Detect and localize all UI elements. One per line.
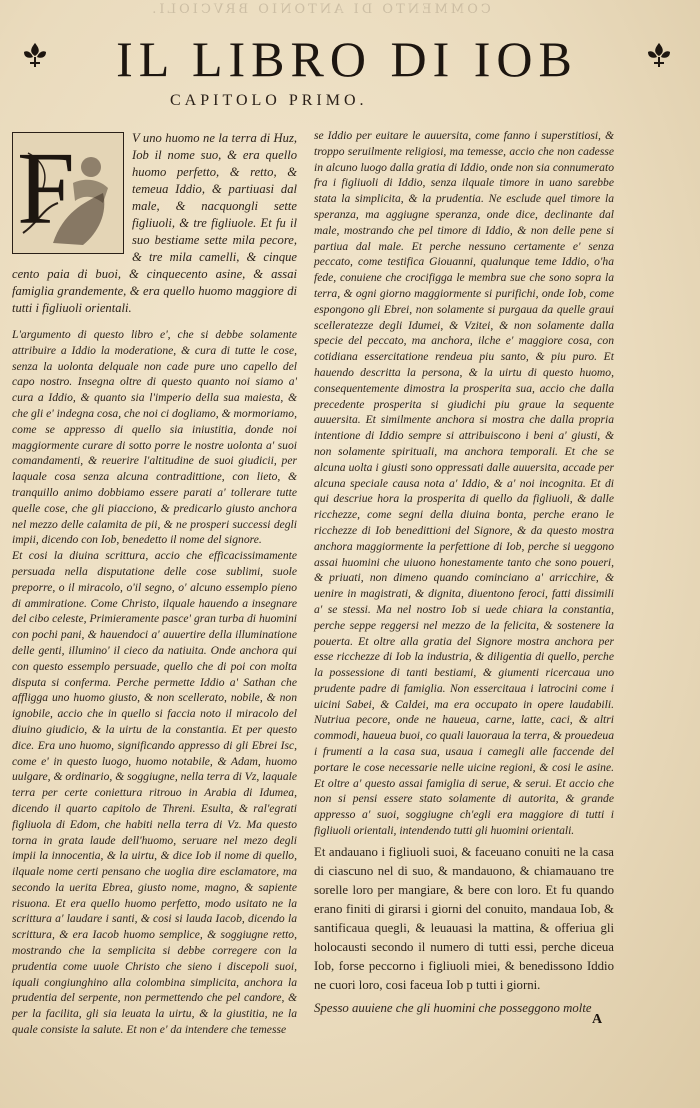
scripture-text: Et andauano i figliuoli suoi, & faceuano conuiti ne la casa di ciascuno nel di suo, & mandauono, & chiamauano tre sorelle loro per mangiare, & bere con loro. Et fu quando erano finiti di girarsi i giorni del conuito, mandaua Iob, & santificaua quegli, & leuauasi la mattina, & offeriua gli holocausti secondo il numero di tutti essi, perche diceua Iob, forse peccorno i figliuoli miei, & benedissono Iddio ne cuori loro, cosi faceua Iob p tutti i giorni. [314,844,614,992]
commentary-paragraph: se Iddio per euitare le auuersita, come fanno i superstitiosi, & troppo seruilmente religiosi, ma temesse, accio che non cadesse in alcuno luogo dalla gratia di Iddio, onde non sia connumerato fra i figliuoli di Iddio, senza ilquale timore in uano sarebbe stata la simplicita, & la prudentia. Ne esclude quel timore la speranza, ma aggiugne speranza, onde dice, declinante dal male, mostrando che pel timore di Iddio, & non delle pene si partiua dal male. Et perche nessuno certamente e' senza peccato, come testifica Giouanni, qualunque teme Iddio, o'ha fede, conuiene che crocifigga le membra sue che sono sopra la terra, & ogni giorno maggiormente si purifichi, onde Iob, come espongono gli Ebrei, non solamente si purgaua da quelle graui scelleratezze degli Idumei, & Vzitei, & non solamente dalla specie del peccato, ma anchora, ilche e' maggiore cosa, con cotidiana essercitatione rendeua piu santo, & piu puro. Et hauendo descritta la persona, & la uirtu di questo huomo, consequentemente dimostra la prosperita sua, accio che dalla precedente prosperita si giudichi piu graue la sequente auuersita. Et similmente anchora si mostra che dalla propria intentione di Iddio sempre si attribuiscono i beni a' giusti, & non solamente spirituali, ma anchora temporali. Et che se alcuna uolta i giusti sono oppressati dalle auuersita, accade per alcuna speciale causa nota a' Iddio, & a' noi incognita. Et di qui descriue hora la prosperita di quello da figliuoli, & dalle ricchezze, come segni della diuina bonta, perche erano le ricchezze di Iob benedittioni del Signore, & da questo mostra anchora maggiormente la perfettione di Iob, perche si ueggono assai huomini che uiuono honestamente tanto che sono poueri, & priuati, non dimeno quando cominciano a' arricchire, & uenire in magistrati, & dignita, diuentono feroci, fatti dissimili a' se stessi. Ma nel nostro Iob si uede chiara la constantia, perche seppe reggersi nel mezzo de la felicita, & sostenere la pouerta. Et oltre alla gratia del Signore mostra anchora per esse ricchezze di Iob la industria, & diligentia di quello, perche la possessione di tanti bestiami, & giumenti ricercaua uno prudente padre di famiglia. Non essercitaua i latrocini come i uicini Sabei, & Caldei, ma era occupato in opere laudabili. Nutriua pecore, onde ne haueua, carne, latte, caci, & altri commodi, haueua buoi, co quali lauoraua la terra, & prouedeua i frumenti a la casa sua, usaua i camegli alle faccende del portare le cose necessarie nelle uicine regioni, & cosi le asine. Et oltre a' questo assai famiglia di serue, & serui. Et accio che non si pensi essere stato solamente di autorita, & grande appresso a' suoi, soggiugne ch'egli era maggiore di tutti i figliuoli orientali, intendendo tutti gli huomini orientali. [314,129,614,838]
right-column [314,128,614,1018]
decorated-initial [12,132,124,254]
commentary-paragraph: L'argumento di questo libro e', che si debbe solamente attribuire a Iddio la moderatione, & cura di tutte le cose, senza la uolonta delquale non cade pure uno capello del capo nostro. Insegna oltre di questo quanto noi siamo a' cura a Iddio, & quanto sia l'imperio della sua maiesta, & che gli e' indegna cosa, che noi ci dogliamo, & mormoriamo, come se appresso di quello sia iniustitia, donde noi maggiormente curare di sotto porre le nostre uolonta a' suoi comandamenti, & reuerire l'altitudine de suoi giudicii, per laquale cosa senza alcuna contradittione, con lieto, & tranquillo animo dobbiamo essere parati a' tollerare tutte quelle cose, che gli piacciono, & predicarlo giusto anchora nel mezzo delle calamita de pii, & ne prosperi successi degli impii, dicendo con Iob, benedetto il nome del signore. [12,328,297,547]
bleed-through-text: COMMENTO DI ANTONIO BRVCIOLI. [149,2,491,17]
commentary-opening: Spesso auuiene che gli huomini che posseggono molte [314,1000,592,1015]
fleuron-icon [644,40,674,70]
chapter-heading: CAPITOLO PRIMO. [170,92,368,109]
book-title: IL LIBRO DI IOB [116,31,578,87]
fleuron-icon [20,40,50,70]
left-column [12,130,297,1038]
commentary-paragraph: Et cosi la diuina scrittura, accio che efficacissimamente persuada nella disputatione delle cose sublimi, suole preporre, o il miracolo, o'il segno, o' alcuno essemplo pieno di ammiratione. Come Christo, ilquale hauendo a insegnare del cibo celeste, Primieramente pasce' gran turba di huomini con pochi pani, & hauendoci a' auuertire della illuminatione delle genti, illumino' il cieco da natiuita. Onde anchora qui con questo essemplo persuade, quello che di poi con molta disputa si conferma. Perche permette Iddio a' Sathan che affligga uno huomo giusto, & non scellerato, nobile, & non ignobile, accio che in quello si faccia noto il miracolo del diuino giudicio, & la uirtu de la constantia. Et per questo dice. Era uno huomo, significando appresso di gli Ebrei Isc, come e' in questo luogo, huomo notabile, & Adam, huomo uulgare, & ordinario, & soggiugne, nella terra di Vz, laquale terra per certe coniettura ritrouo in Arabia di Idumea, dicendo il quarto capitolo de Threni. Esulta, & ral'egrati figliuola di Edom, che habiti nella terra di Vz. Ma questo torna in grata laude dell'huomo, seruare nel mezo degli impii la innocentia, & la uirtu, & dice Iob il nome di quello, ilquale nome certi pensano che uoglia dire esclamatore, ma secondo la uerita Ebrea, giusto nome, magno, & sapiente risuona. Et era quello huomo perfetto, modo usitato ne la scrittura a' laudare i santi, & cosi si lauda Iacob, dicendo la scrittura, & era Iacob huomo semplice, & soggiugne retto, mostrando che la semplicita si debbe corregere con la prudentia come uuole Christo che sieno i discepoli suoi, iquali congiunghino alla colombina simplicita, anchora la prudentia del serpente, non permettendo che pel candore, & per la facilita, gli sia leuata la uirtu, & la giustitia, ne la quale consiste la salute. Et non e' da intendere che temesse [12,549,297,1037]
scripture-text: V uno huomo ne la terra di Huz, Iob il nome suo, & era quello huomo perfetto, & retto, & temeua Iddio, & partiuasi dal male, & nacquongli sette figliuoli, & tre figliuole. Et fu il suo bestiame sette mila pecore, & tre mila camelli, & cinque cento paia di buoi, & cinquecento asine, & assai famiglia grandemente, & era quello huomo maggiore di tutti i figliuoli orientali. [12,131,297,315]
signature-mark: A [592,1012,603,1027]
initial-letter: F [17,132,75,246]
title-row [14,30,680,90]
